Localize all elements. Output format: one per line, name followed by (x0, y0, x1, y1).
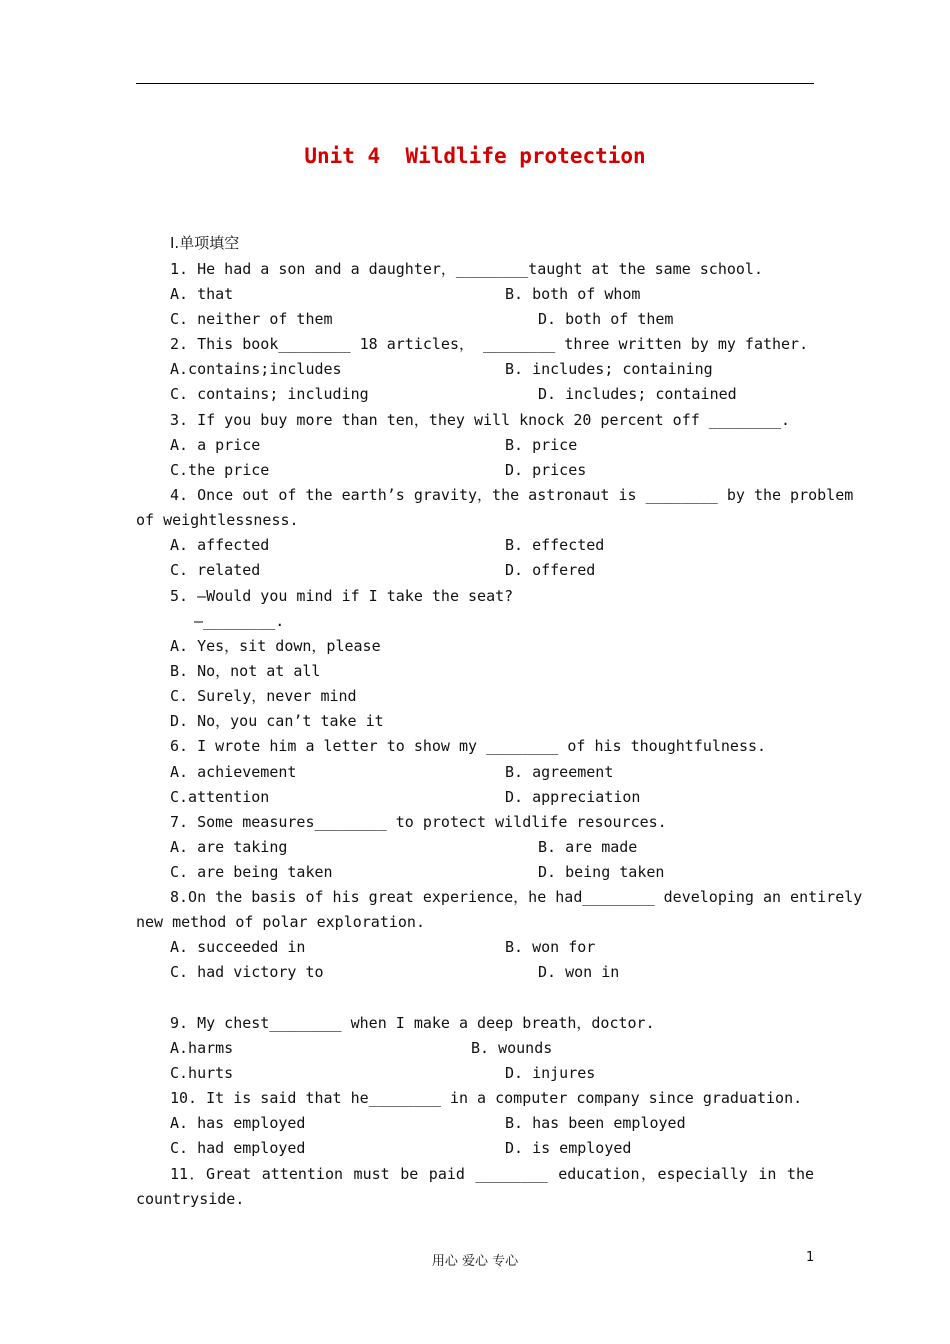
question-11-stem-continued: countryside. (136, 1190, 245, 1208)
question-8-option-b: B. won for (505, 938, 596, 956)
question-4-option-d: D. offered (505, 561, 596, 579)
question-2-option-b: B. includes; containing (505, 360, 713, 378)
question-6-option-b: B. agreement (505, 763, 614, 781)
question-6-option-a: A. achievement (170, 763, 297, 781)
footer-text: 用心 爱心 专心 (431, 1254, 519, 1269)
question-8-stem: 8.On the basis of his great experience，he had________ developing an entirely (170, 888, 863, 906)
question-3-option-b: B. price (505, 436, 578, 454)
question-5-reply: —________. (194, 612, 285, 630)
question-5-stem: 5. —Would you mind if I take the seat? (170, 587, 514, 605)
question-6-stem: 6. I wrote him a letter to show my ________ of his thoughtfulness. (170, 737, 767, 755)
question-8-option-c: C. had victory to (170, 963, 324, 981)
question-3-option-d: D. prices (505, 461, 587, 479)
question-5-option-a: A. Yes，sit down，please (170, 637, 381, 655)
question-7-option-b: B. are made (538, 838, 638, 856)
question-2-option-d: D. includes; contained (538, 385, 737, 403)
question-10-option-a: A. has employed (170, 1114, 306, 1132)
question-6-option-d: D. appreciation (505, 788, 641, 806)
question-9-option-b: B. wounds (471, 1039, 553, 1057)
question-8-stem-continued: new method of polar exploration. (136, 913, 425, 931)
question-4-stem: 4. Once out of the earth’s gravity，the astronaut is ________ by the problem (170, 486, 854, 504)
page-number: 1 (806, 1250, 815, 1265)
question-9-option-d: D. injures (505, 1064, 596, 1082)
question-9-stem: 9. My chest________ when I make a deep breath，doctor. (170, 1014, 655, 1032)
question-3-option-a: A. a price (170, 436, 261, 454)
question-9-option-a: A.harms (170, 1039, 234, 1057)
question-10-option-d: D. is employed (505, 1139, 632, 1157)
question-7-option-c: C. are being taken (170, 863, 333, 881)
question-11-stem: 11．Great attention must be paid ________ education，especially in the (170, 1165, 814, 1183)
question-1-stem: 1. He had a son and a daughter，________taught at the same school. (170, 260, 763, 278)
page-title: Unit 4 Wildlife protection (304, 144, 646, 168)
question-3-stem: 3. If you buy more than ten，they will knock 20 percent off ________. (170, 411, 791, 429)
question-4-option-b: B. effected (505, 536, 605, 554)
question-8-option-d: D. won in (538, 963, 620, 981)
question-1-option-c: C. neither of them (170, 310, 333, 328)
question-5-option-b: B. No，not at all (170, 662, 321, 680)
section-heading: Ⅰ.单项填空 (170, 234, 240, 252)
question-5-option-c: C. Surely，never mind (170, 687, 357, 705)
question-10-option-c: C. had employed (170, 1139, 306, 1157)
question-1-option-b: B. both of whom (505, 285, 641, 303)
question-2-option-a: A.contains;includes (170, 360, 342, 378)
question-4-option-a: A. affected (170, 536, 270, 554)
question-8-option-a: A. succeeded in (170, 938, 306, 956)
question-1-option-a: A. that (170, 285, 234, 303)
question-9-option-c: C.hurts (170, 1064, 234, 1082)
question-7-option-d: D. being taken (538, 863, 665, 881)
question-3-option-c: C.the price (170, 461, 270, 479)
question-7-stem: 7. Some measures________ to protect wildlife resources. (170, 813, 667, 831)
question-4-option-c: C. related (170, 561, 261, 579)
question-4-stem-continued: of weightlessness. (136, 511, 299, 529)
question-10-stem: 10. It is said that he________ in a computer company since graduation. (170, 1089, 803, 1107)
question-10-option-b: B. has been employed (505, 1114, 686, 1132)
question-6-option-c: C.attention (170, 788, 270, 806)
header-rule (136, 83, 814, 84)
question-2-stem: 2. This book________ 18 articles， ________ three written by my father. (170, 335, 809, 353)
question-7-option-a: A. are taking (170, 838, 288, 856)
question-1-option-d: D. both of them (538, 310, 674, 328)
question-2-option-c: C. contains; including (170, 385, 369, 403)
question-5-option-d: D. No，you can’t take it (170, 712, 384, 730)
